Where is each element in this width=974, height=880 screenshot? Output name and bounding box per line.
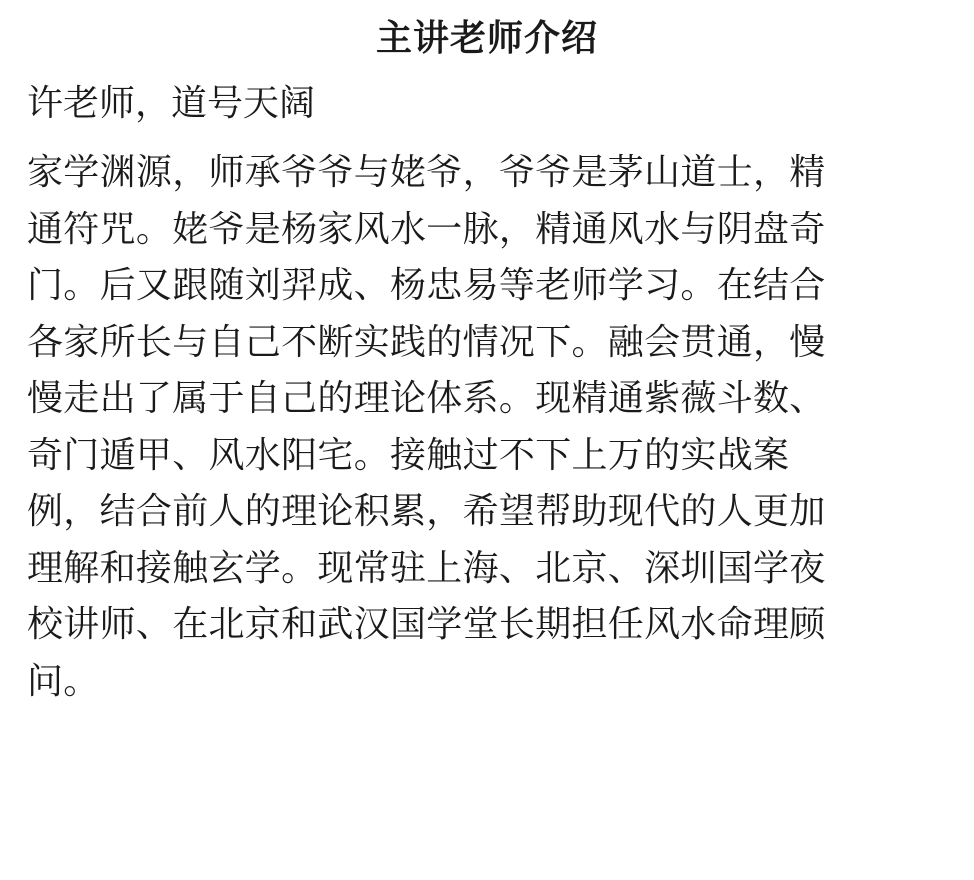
paragraph-line: 门。后又跟随刘羿成、杨忠易等老师学习。在结合	[27, 265, 826, 306]
teacher-name-line: 许老师，道号天阔	[27, 83, 316, 124]
paragraph-line: 问。	[27, 660, 100, 702]
paragraph-line: 校讲师、在北京和武汉国学堂长期担任风水命理顾	[27, 604, 826, 645]
paragraph-line: 慢走出了属于自己的理论体系。现精通紫薇斗数、	[27, 378, 826, 419]
paragraph-line: 理解和接触玄学。现常驻上海、北京、深圳国学夜	[27, 547, 826, 589]
paragraph-line: 各家所长与自己不断实践的情况下。融会贯通，慢	[27, 321, 826, 363]
paragraph-line: 家学渊源，师承爷爷与姥爷，爷爷是茅山道士，精	[27, 152, 826, 193]
paragraph-line: 通符咒。姥爷是杨家风水一脉，精通风水与阴盘奇	[27, 208, 826, 250]
paragraph-line: 奇门遁甲、风水阳宅。接触过不下上万的实战案	[27, 434, 790, 476]
page-title: 主讲老师介绍	[375, 18, 598, 59]
intro-paragraph	[27, 145, 967, 710]
paragraph-line: 例，结合前人的理论积累，希望帮助现代的人更加	[27, 491, 826, 532]
